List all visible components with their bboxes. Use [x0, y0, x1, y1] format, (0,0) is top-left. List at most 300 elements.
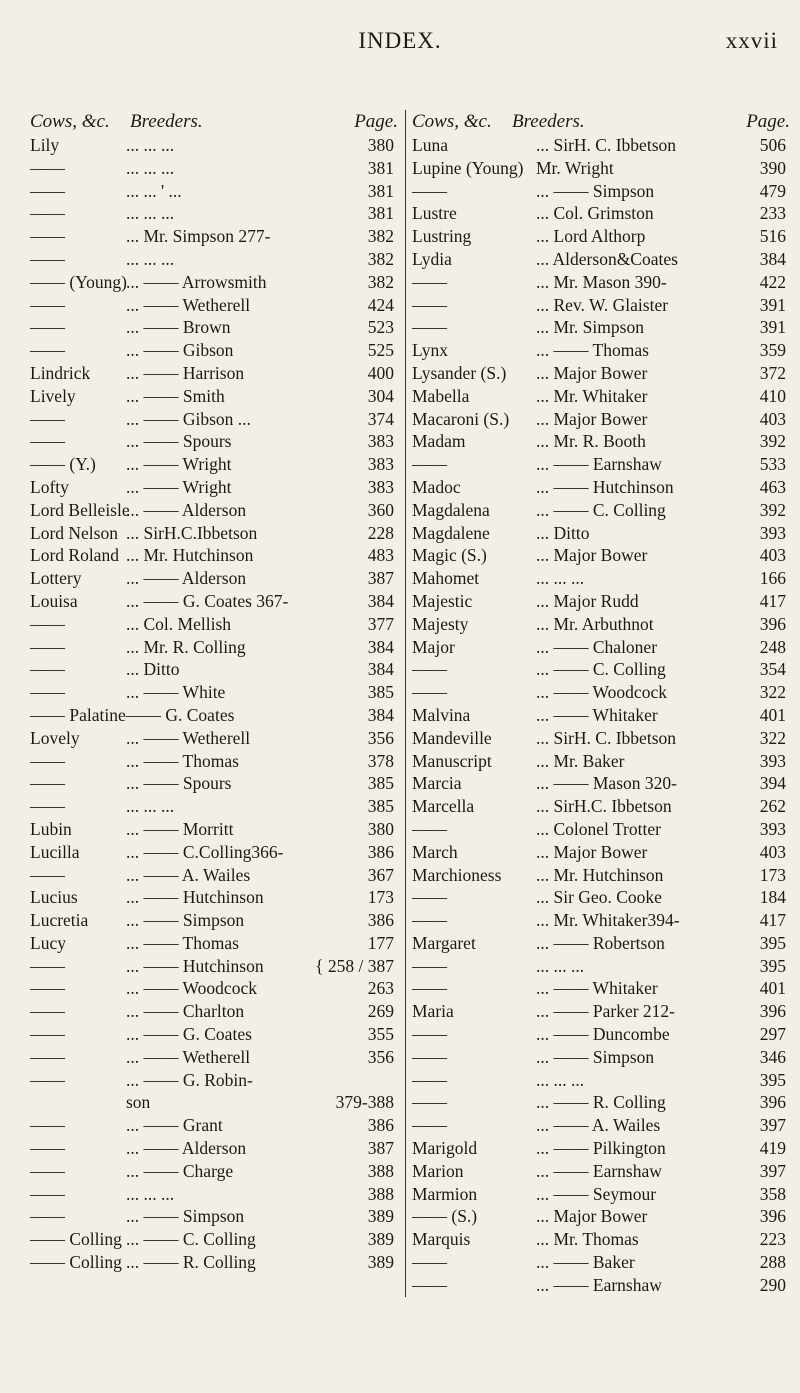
index-entry: [30, 567, 398, 590]
entry-breeder: ... ... ...: [536, 1069, 585, 1090]
entry-name: March: [412, 841, 458, 862]
entry-name: ——: [412, 1024, 447, 1045]
entry-breeder: ... —— Morritt: [126, 818, 234, 839]
index-entry: [412, 750, 790, 773]
entry-page: 384: [367, 659, 394, 680]
entry-name: ——: [30, 864, 65, 885]
entry-breeder: ... —— Hutchinson: [126, 955, 264, 976]
entry-name: ——: [412, 682, 447, 703]
entry-page: 389: [367, 1229, 394, 1250]
index-entry: [412, 1114, 790, 1137]
entry-breeder: ... —— Simpson: [536, 1046, 655, 1067]
entry-name: Marchioness: [412, 864, 502, 885]
entry-name: Luna: [412, 135, 448, 155]
index-entry: [412, 202, 790, 225]
entry-breeder: ... —— Thomas: [126, 750, 239, 771]
index-entry: [30, 1069, 398, 1092]
entry-name: ——: [412, 271, 447, 292]
entry-name: ——: [30, 978, 65, 999]
entry-breeder: ... Mr. Whitaker394-: [536, 910, 680, 931]
index-entry: [30, 408, 398, 431]
entry-breeder: ... —— A. Wailes: [126, 864, 251, 885]
index-entry: [412, 294, 790, 317]
index-entry: [30, 157, 398, 180]
entry-breeder: ... —— Chaloner: [536, 636, 658, 657]
entry-breeder: ... Mr. Baker: [536, 750, 625, 771]
entry-breeder: ... —— G. Coates 367-: [126, 590, 289, 611]
entry-page: 358: [759, 1183, 786, 1204]
entry-name: ——: [30, 157, 65, 178]
index-entry: [412, 1160, 790, 1183]
entry-name: ——: [30, 203, 65, 224]
entry-name: ——: [412, 887, 447, 908]
entry-page: 354: [759, 659, 786, 680]
page-header: [0, 20, 800, 60]
index-entry: [412, 886, 790, 909]
index-entry: [412, 362, 790, 385]
entry-name: ——: [30, 1183, 65, 1204]
entry-name: ——: [30, 1160, 65, 1181]
entry-breeder: ... ... ...: [126, 203, 175, 224]
entry-page: 228: [367, 522, 394, 543]
entry-page: 384: [367, 704, 394, 725]
entry-name: ——: [30, 1001, 65, 1022]
entry-page: 377: [367, 613, 394, 634]
entry-breeder: son: [126, 1092, 151, 1113]
entry-page: 523: [367, 317, 394, 338]
entry-name: Lydia: [412, 248, 452, 269]
entry-breeder: ... ... ' ...: [126, 180, 182, 201]
entry-name: ——: [412, 454, 447, 475]
entry-page: 384: [367, 590, 394, 611]
index-entry: [30, 864, 398, 887]
entry-breeder: ... SirH.C. Ibbetson: [536, 796, 672, 817]
index-entry: [30, 385, 398, 408]
entry-page: 388: [367, 1183, 394, 1204]
entry-page: 367: [367, 864, 394, 885]
entry-breeder: ... Col. Grimston: [536, 203, 654, 224]
entry-page: 385: [367, 773, 394, 794]
entry-name: —— (Y.): [30, 454, 96, 475]
entry-breeder: ... —— Charge: [126, 1160, 234, 1181]
entry-breeder: ... Colonel Trotter: [536, 818, 661, 839]
index-entry: [30, 362, 398, 385]
entry-page: 223: [759, 1229, 786, 1250]
entry-breeder: ... SirH. C. Ibbetson: [536, 135, 676, 155]
entry-page: 384: [759, 248, 786, 269]
index-entry: [412, 909, 790, 932]
index-entry: [30, 1023, 398, 1046]
index-entry: [30, 636, 398, 659]
entry-name: ——: [30, 226, 65, 247]
entry-page: 288: [759, 1252, 786, 1273]
entry-page: 356: [367, 727, 394, 748]
cows-heading: Cows, &c.: [30, 111, 110, 132]
entry-name: ——: [30, 1046, 65, 1067]
entry-breeder: ... Mr. R. Booth: [536, 431, 646, 452]
entry-page: 166: [759, 568, 786, 589]
entry-name: Mabella: [412, 385, 470, 406]
entry-page: 395: [759, 932, 786, 953]
entry-name: ——: [412, 1115, 447, 1136]
entry-name: ——: [30, 659, 65, 680]
entry-breeder: ... Major Bower: [536, 362, 648, 383]
index-entry: [30, 248, 398, 271]
index-entry: [412, 522, 790, 545]
entry-page: 417: [759, 590, 786, 611]
index-entry: [30, 909, 398, 932]
index-entry: [30, 1160, 398, 1183]
entry-name: Lottery: [30, 568, 82, 589]
entry-breeder: ... Mr. Mason 390-: [536, 271, 667, 292]
entry-name: ——: [412, 1046, 447, 1067]
entry-name: —— (Young): [30, 271, 127, 292]
entry-name: Manuscript: [412, 750, 492, 771]
index-entry: [30, 750, 398, 773]
entry-name: ——: [412, 910, 447, 931]
entry-page: 387: [367, 1138, 394, 1159]
index-entry: [30, 1114, 398, 1137]
index-entry: [30, 316, 398, 339]
entry-page: 177: [367, 932, 394, 953]
entry-breeder: ... ... ...: [126, 796, 175, 817]
entry-page: 397: [759, 1115, 786, 1136]
entry-page: 389: [367, 1252, 394, 1273]
entry-name: ——: [30, 682, 65, 703]
entry-breeder: ... —— Wetherell: [126, 1046, 251, 1067]
index-entry: [30, 499, 398, 522]
entry-name: ——: [412, 1252, 447, 1273]
entry-page: 533: [759, 454, 786, 475]
index-entry: [412, 271, 790, 294]
entry-breeder: ... —— Earnshaw: [536, 454, 662, 475]
entry-breeder: ... —— Thomas: [126, 932, 239, 953]
entry-page: 359: [759, 340, 786, 361]
entry-page: 382: [367, 226, 394, 247]
entry-page: 184: [759, 887, 786, 908]
entry-page: 383: [367, 454, 394, 475]
entry-breeder: ... Mr. Whitaker: [536, 385, 648, 406]
index-entry: [30, 795, 398, 818]
entry-name: ——: [30, 431, 65, 452]
entry-name: Lively: [30, 385, 76, 406]
entry-breeder: Mr. Wright: [536, 157, 614, 178]
entry-breeder: ... —— Hutchinson: [536, 476, 674, 497]
entry-breeder: ... SirH.C.Ibbetson: [126, 522, 258, 543]
entry-breeder: ... —— Seymour: [536, 1183, 657, 1204]
entry-name: ——: [412, 818, 447, 839]
entry-breeder: ... —— Spours: [126, 431, 232, 452]
index-entry: [30, 430, 398, 453]
entry-breeder: ... —— C. Colling: [126, 1229, 256, 1250]
index-entry: [30, 225, 398, 248]
entry-name: ——: [30, 1024, 65, 1045]
entry-page: 392: [759, 499, 786, 520]
entry-page: 417: [759, 910, 786, 931]
entry-page: 396: [759, 613, 786, 634]
left-entry-list: [30, 134, 398, 1274]
entry-page: 382: [367, 271, 394, 292]
entry-page: 506: [759, 135, 786, 155]
entry-page: 383: [367, 476, 394, 497]
entry-breeder: ... —— G. Robin-: [126, 1069, 253, 1090]
index-entry: [30, 522, 398, 545]
index-entry: [30, 339, 398, 362]
index-entry: [30, 886, 398, 909]
entry-breeder: ... —— Brown: [126, 317, 231, 338]
entry-page: 386: [367, 841, 394, 862]
entry-breeder: ... —— Earnshaw: [536, 1160, 662, 1181]
index-entry: [412, 134, 790, 157]
entry-page: 401: [759, 978, 786, 999]
entry-page: 374: [367, 408, 394, 429]
entry-page: 395: [759, 1069, 786, 1090]
entry-name: Major: [412, 636, 455, 657]
index-entry: [30, 180, 398, 203]
entry-page: 290: [759, 1274, 786, 1295]
index-entry: [30, 977, 398, 1000]
entry-page: 262: [759, 796, 786, 817]
cows-heading: Cows, &c.: [412, 111, 492, 132]
entry-name: ——: [30, 796, 65, 817]
entry-name: Lupine (Young): [412, 157, 524, 178]
entry-breeder: ... —— Gibson ...: [126, 408, 251, 429]
entry-page: 396: [759, 1206, 786, 1227]
index-entry: [30, 955, 398, 978]
index-entry: [30, 704, 398, 727]
entry-breeder: ... ... ...: [126, 1183, 175, 1204]
entry-name: ——: [30, 317, 65, 338]
entry-page: 393: [759, 750, 786, 771]
entry-breeder: ... Alderson&Coates: [536, 248, 678, 269]
entry-breeder: ... Mr. Thomas: [536, 1229, 639, 1250]
entry-page: 403: [759, 545, 786, 566]
entry-page: 410: [759, 385, 786, 406]
entry-breeder: ... —— Wetherell: [126, 294, 251, 315]
entry-page: 322: [759, 682, 786, 703]
entry-breeder: ... SirH. C. Ibbetson: [536, 727, 676, 748]
index-entry: [412, 544, 790, 567]
index-entry: [412, 430, 790, 453]
entry-page: 401: [759, 704, 786, 725]
entry-page: 403: [759, 841, 786, 862]
entry-page: 391: [759, 317, 786, 338]
entry-name: Maria: [412, 1001, 454, 1022]
entry-breeder: ... —— A. Wailes: [536, 1115, 661, 1136]
entry-name: ——: [30, 1069, 65, 1090]
right-entry-list: [412, 134, 790, 1297]
index-entry: [412, 841, 790, 864]
index-entry: [30, 134, 398, 157]
index-entry: [412, 1205, 790, 1228]
breeders-heading: Breeders.: [512, 111, 585, 132]
entry-name: ——: [412, 955, 447, 976]
entry-page: 372: [759, 362, 786, 383]
entry-breeder: ... —— Grant: [126, 1115, 223, 1136]
entry-breeder: ... —— Whitaker: [536, 978, 658, 999]
entry-name: Lynx: [412, 340, 448, 361]
index-entry: [412, 955, 790, 978]
entry-name: Lily: [30, 135, 60, 155]
entry-breeder: ... —— Wright: [126, 454, 232, 475]
entry-name: ——: [412, 1069, 447, 1090]
entry-page: 463: [759, 476, 786, 497]
entry-name: Lysander (S.): [412, 362, 507, 383]
index-entry: [30, 1205, 398, 1228]
entry-page: 263: [367, 978, 394, 999]
entry-name: Marion: [412, 1160, 464, 1181]
entry-breeder: ... —— Smith: [126, 385, 225, 406]
entry-breeder: ... Major Rudd: [536, 590, 639, 611]
entry-page: 385: [367, 796, 394, 817]
index-entry: [412, 476, 790, 499]
entry-breeder: ... ... ...: [126, 157, 175, 178]
entry-page: 387: [367, 568, 394, 589]
entry-page: 356: [367, 1046, 394, 1067]
breeders-heading: Breeders.: [130, 111, 203, 132]
entry-name: ——: [412, 1092, 447, 1113]
index-entry: [30, 476, 398, 499]
entry-name: Lubin: [30, 818, 72, 839]
entry-page: 394: [759, 773, 786, 794]
entry-breeder: ... Mr. Arbuthnot: [536, 613, 654, 634]
entry-page: 384: [367, 636, 394, 657]
entry-breeder: ... —— Wetherell: [126, 727, 251, 748]
entry-page: 396: [759, 1001, 786, 1022]
entry-breeder: ... —— Whitaker: [536, 704, 658, 725]
index-entry: [30, 613, 398, 636]
index-entry: [412, 704, 790, 727]
entry-page: 304: [367, 385, 394, 406]
entry-name: Majestic: [412, 590, 473, 611]
index-entry: [412, 1183, 790, 1206]
entry-name: Margaret: [412, 932, 476, 953]
entry-name: Mahomet: [412, 568, 480, 589]
left-column-heading: [30, 110, 398, 134]
index-entry: [412, 818, 790, 841]
entry-breeder: ... Rev. W. Glaister: [536, 294, 669, 315]
entry-page: 381: [367, 157, 394, 178]
index-entry: [412, 772, 790, 795]
index-entry: [412, 1000, 790, 1023]
entry-name: Marcella: [412, 796, 475, 817]
entry-breeder: ... —— Woodcock: [536, 682, 667, 703]
entry-breeder: ... —— Duncombe: [536, 1024, 670, 1045]
index-entry: [30, 202, 398, 225]
index-entry: [412, 795, 790, 818]
entry-page: 419: [759, 1138, 786, 1159]
index-entry: [30, 681, 398, 704]
index-entry: [412, 1228, 790, 1251]
entry-breeder: ... Mr. Hutchinson: [536, 864, 664, 885]
entry-page: 422: [759, 271, 786, 292]
entry-page: 380: [367, 818, 394, 839]
entry-name: Lord Roland: [30, 545, 119, 566]
index-entry: [30, 1046, 398, 1069]
entry-breeder: ... Mr. Simpson 277-: [126, 226, 271, 247]
entry-breeder: ... Mr. R. Colling: [126, 636, 246, 657]
entry-breeder: ... —— Thomas: [536, 340, 649, 361]
entry-name: Lovely: [30, 727, 80, 748]
entry-breeder: ... Major Bower: [536, 408, 648, 429]
index-entry: [412, 316, 790, 339]
page-title: INDEX.: [358, 28, 442, 53]
entry-breeder: ... —— Earnshaw: [536, 1274, 662, 1295]
index-entry: [30, 841, 398, 864]
entry-name: Lustre: [412, 203, 457, 224]
entry-name: Madam: [412, 431, 466, 452]
entry-page: 516: [759, 226, 786, 247]
entry-page: 378: [367, 750, 394, 771]
entry-name: ——: [30, 613, 65, 634]
index-entry: [412, 453, 790, 476]
entry-name: Magdalena: [412, 499, 490, 520]
entry-name: ——: [412, 180, 447, 201]
entry-page: 380: [367, 135, 394, 155]
entry-breeder: ... —— Woodcock: [126, 978, 257, 999]
entry-name: Macaroni (S.): [412, 408, 510, 429]
entry-name: Magdalene: [412, 522, 490, 543]
entry-page: 525: [367, 340, 394, 361]
entry-page: 397: [759, 1160, 786, 1181]
index-entry: [30, 932, 398, 955]
entry-breeder: ... —— C.Colling366-: [126, 841, 284, 862]
entry-page: 269: [367, 1001, 394, 1022]
entry-name: —— Palatine: [30, 704, 126, 725]
entry-page: 382: [367, 248, 394, 269]
entry-page: 322: [759, 727, 786, 748]
entry-breeder: ... —— Parker 212-: [536, 1001, 676, 1022]
entry-page: 386: [367, 1115, 394, 1136]
entry-page: 173: [759, 864, 786, 885]
index-entry: [30, 590, 398, 613]
index-entry: [412, 1251, 790, 1274]
entry-name: Louisa: [30, 590, 78, 611]
entry-name: ——: [30, 773, 65, 794]
entry-name: Marigold: [412, 1138, 478, 1159]
entry-page: 483: [367, 545, 394, 566]
entry-page: 385: [367, 682, 394, 703]
entry-name: Malvina: [412, 704, 471, 725]
entry-breeder: ... —— Alderson: [126, 568, 247, 589]
index-entry: [30, 1251, 398, 1274]
index-entry: [412, 499, 790, 522]
index-entry: [412, 658, 790, 681]
index-entry: [412, 1274, 790, 1297]
entry-name: ——: [412, 1274, 447, 1295]
entry-breeder: ... Major Bower: [536, 1206, 648, 1227]
entry-name: Lucretia: [30, 910, 89, 931]
index-entry: [412, 1046, 790, 1069]
entry-name: ——: [30, 750, 65, 771]
entry-name: Lucius: [30, 887, 78, 908]
entry-breeder: ... —— Simpson: [536, 180, 655, 201]
entry-page: 395: [759, 955, 786, 976]
entry-breeder: ... —— C. Colling: [536, 659, 666, 680]
entry-page: 173: [367, 887, 394, 908]
entry-page: 381: [367, 203, 394, 224]
entry-name: Lucilla: [30, 841, 80, 862]
entry-page: 392: [759, 431, 786, 452]
entry-breeder: ... Major Bower: [536, 841, 648, 862]
entry-page: 479: [759, 180, 786, 201]
entry-name: Lord Nelson: [30, 522, 118, 543]
entry-page: 393: [759, 818, 786, 839]
entry-page: 400: [367, 362, 394, 383]
page-number: xxvii: [725, 28, 778, 53]
entry-breeder: ... ... ...: [126, 248, 175, 269]
entry-page: 346: [759, 1046, 786, 1067]
